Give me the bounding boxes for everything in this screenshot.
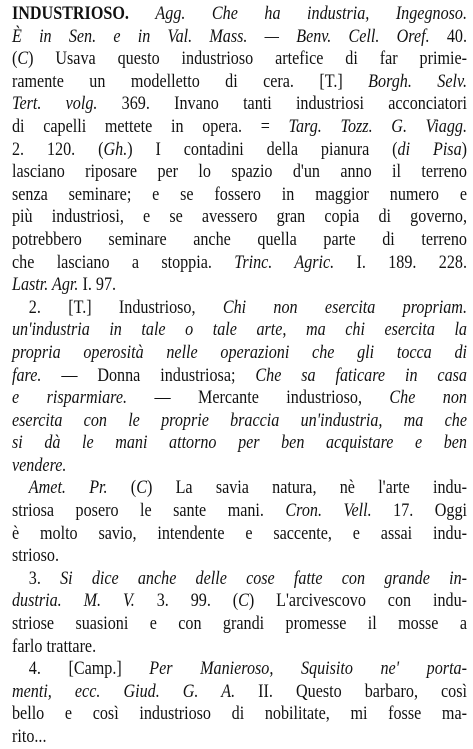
entry-line xyxy=(12,636,467,659)
entry-text: ) La savia natura, nè l'arte indu- xyxy=(146,477,468,499)
entry-text: Lastr. Agr. xyxy=(12,274,79,296)
entry-line xyxy=(12,3,467,26)
entry-text: è molto savio, intendente e saccente, e assai indu- xyxy=(12,522,467,544)
entry-text: — Mercante industrioso, xyxy=(127,387,390,409)
entry-text: menti, ecc. xyxy=(12,680,101,702)
entry-line xyxy=(12,703,467,726)
entry-line xyxy=(12,297,467,320)
entry-line xyxy=(12,252,467,275)
entry-text: fare. xyxy=(12,364,42,386)
entry-text: Tert. volg. xyxy=(12,93,98,115)
entry-text: Borgh. Selv. xyxy=(368,70,467,92)
entry-text: ) I contadini della pianura ( xyxy=(127,138,398,160)
entry-text: dustria. xyxy=(12,590,62,612)
entry-text: Amet. Pr. xyxy=(28,477,108,499)
entry-line xyxy=(12,590,467,613)
entry-text: 4. [Camp.] xyxy=(28,658,150,680)
entry-line xyxy=(12,48,467,71)
entry-text: bello e così industrioso di nobilitate, mi fosse ma- xyxy=(12,703,467,725)
entry-line xyxy=(12,342,467,365)
entry-line xyxy=(12,545,467,568)
entry-text: lasciano riposare per lo spazio d'un anno il terreno xyxy=(12,161,467,183)
entry-text: ( xyxy=(12,48,18,70)
entry-text: C xyxy=(136,477,147,499)
entry-text: Che sa faticare in casa xyxy=(255,364,467,386)
entry-text: — Donna industriosa; xyxy=(41,364,256,386)
entry-line xyxy=(12,93,467,116)
entry-line xyxy=(12,500,467,523)
entry-line xyxy=(12,523,467,546)
entry-text: 40. xyxy=(429,25,467,47)
entry-text: un'industria in tale o tale arte, ma chi esercita la xyxy=(12,319,467,341)
entry-line xyxy=(12,658,467,681)
entry-text: 17. Oggi xyxy=(371,500,467,522)
entry-text: vendere. xyxy=(12,454,67,476)
entry-line xyxy=(12,568,467,591)
entry-text: Gh. xyxy=(103,138,128,160)
entry-line xyxy=(12,477,467,500)
entry-line xyxy=(12,365,467,388)
entry-text: C xyxy=(17,48,29,70)
entry-text: II. Questo barbaro, così xyxy=(235,680,468,702)
entry-line xyxy=(12,206,467,229)
entry-text: di Pisa xyxy=(397,138,462,160)
entry-text: 369. Invano tanti industriosi acconciatori xyxy=(97,93,467,115)
entry-text: ) Usava questo industrioso artefice di far primie- xyxy=(28,48,467,70)
entry-text: ramente un modelletto di cera. [T.] xyxy=(12,70,369,92)
entry-text: I. 97. xyxy=(78,274,117,296)
entry-text: È in Sen. e in Val. Mass. — Benv. Cell. Oref. xyxy=(12,25,430,47)
entry-text: Che non xyxy=(389,387,467,409)
entry-text: 2. 120. ( xyxy=(12,138,104,160)
entry-text: ) L'arcivescovo con indu- xyxy=(248,590,468,612)
entry-text: esercita con le proprie braccia un'industria, ma che xyxy=(12,409,467,431)
entry-text: Trinc. Agric. xyxy=(234,251,335,273)
entry-line xyxy=(12,410,467,433)
entry-line xyxy=(12,432,467,455)
entry-text: striose suasioni e con grandi promesse il mosse a xyxy=(12,613,467,635)
entry-text: 3. 99. ( xyxy=(134,590,239,612)
entry-text: si dà le mani attorno per ben acquistare e ben xyxy=(12,432,467,454)
entry-line xyxy=(12,613,467,636)
entry-text: potrebbero seminare anche quella parte di terreno xyxy=(12,228,467,250)
entry-line xyxy=(12,161,467,184)
headword: INDUSTRIOSO. xyxy=(12,3,129,24)
entry-text: ) xyxy=(461,138,467,160)
entry-text: di capelli mettete in opera. = xyxy=(12,115,289,137)
entry-text: Chi non esercita propriam. xyxy=(222,296,467,318)
entry-line xyxy=(12,681,467,704)
entry-line xyxy=(12,387,467,410)
entry-line xyxy=(12,726,467,749)
entry-line xyxy=(12,139,467,162)
entry-text: che lasciano a stoppia. xyxy=(12,251,235,273)
entry-text: propria operosità nelle operazioni che gli tocca di xyxy=(12,341,467,363)
entry-text: striosa posero le sante mani. xyxy=(12,500,286,522)
entry-text: Targ. Tozz. G. Viagg. xyxy=(288,115,467,137)
entry-text xyxy=(129,3,156,24)
entry-text: rito... xyxy=(12,726,47,747)
entry-text: Giud. G. A. xyxy=(123,680,236,702)
entry-text: M. V. xyxy=(83,590,135,612)
entry-line xyxy=(12,455,467,478)
entry-text: strioso. xyxy=(12,545,60,567)
entry-text: Si dice anche delle cose fatte con grande in- xyxy=(60,567,467,589)
entry-line xyxy=(12,26,467,49)
entry-text: Per Manieroso, Squisito ne' porta- xyxy=(149,658,467,680)
entry-text: 3. xyxy=(28,567,61,589)
entry-line xyxy=(12,71,467,94)
entry-line xyxy=(12,274,467,297)
entry-text: Agg. Che ha industria, Ingegnoso. xyxy=(155,3,467,24)
entry-text: ( xyxy=(107,477,137,499)
entry-text: I. 189. 228. xyxy=(334,251,468,273)
entry-text: più industriosi, e se avessero gran copia di governo, xyxy=(12,206,467,228)
entry-line xyxy=(12,319,467,342)
entry-text: Cron. Vell. xyxy=(285,500,372,522)
entry-text: 2. [T.] Industrioso, xyxy=(28,296,223,318)
entry-line xyxy=(12,184,467,207)
entry-text: e risparmiare. xyxy=(12,387,128,409)
entry-text: senza seminare; e se fossero in maggior numero e xyxy=(12,183,467,205)
entry-line xyxy=(12,229,467,252)
entry-text: farlo trattare. xyxy=(12,635,97,657)
entry-line xyxy=(12,116,467,139)
entry-text xyxy=(62,590,84,611)
entry-text: C xyxy=(238,590,249,612)
